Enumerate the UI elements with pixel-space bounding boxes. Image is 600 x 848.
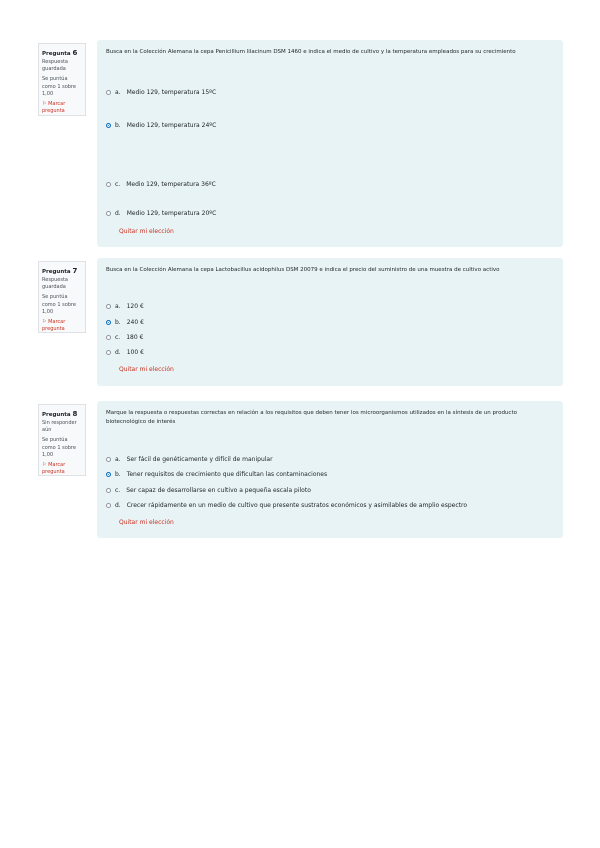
question-text: Busca en la Colección Alemana la cepa Lactobacillus acidophilus DSM 20079 e indica el precio del suministro de una muestra de cultivo activo [106,267,500,273]
answer-option[interactable]: a. 120 € [106,303,144,310]
checkbox[interactable] [106,488,111,493]
question-status: Respuesta guardada [42,276,68,291]
question-info [38,404,86,476]
answer-option[interactable]: d. 100 € [106,349,144,356]
answer-option[interactable]: c. Ser capaz de desarrollarse en cultivo a pequeña escala piloto [106,487,311,494]
answer-option[interactable]: d. Medio 129, temperatura 20ºC [106,210,216,217]
question-content [97,258,563,386]
checkbox[interactable] [106,457,111,462]
question-number: Pregunta 6 [42,49,78,57]
clear-choice-link[interactable]: Quitar mi elección [119,519,174,526]
flag-question-link[interactable]: ⚐ Marcar pregunta [42,319,66,333]
question-number: Pregunta 8 [42,410,78,418]
radio-button[interactable] [106,90,111,95]
answer-option[interactable]: c. Medio 129, temperatura 36ºC [106,181,216,188]
question-points: Se puntúa como 1 sobre 1,00 [42,76,76,97]
clear-choice-link[interactable]: Quitar mi elección [119,366,174,373]
flag-icon: ⚐ [42,462,47,469]
radio-button-selected[interactable] [106,123,111,128]
option-text: 100 € [126,349,144,356]
option-text: Tener requisitos de crecimiento que dificultan las contaminaciones [126,471,328,478]
option-text: 180 € [126,334,144,341]
option-text: 120 € [126,303,144,310]
flag-question-link[interactable]: ⚐ Marcar pregunta [42,462,66,476]
question-points: Se puntúa como 1 sobre 1,00 [42,294,76,315]
question-content [97,40,563,247]
question-status: Respuesta guardada [42,58,68,73]
radio-button[interactable] [106,350,111,355]
flag-question-link[interactable]: ⚐ Marcar pregunta [42,101,66,115]
question-points: Se puntúa como 1 sobre 1,00 [42,437,76,458]
clear-choice-link[interactable]: Quitar mi elección [119,228,174,235]
option-text: 240 € [126,319,144,326]
question-status: Sin responder aún [42,419,77,434]
answer-option[interactable]: b. Medio 129, temperatura 24ºC [106,122,216,129]
question-info [38,43,86,116]
answer-option[interactable]: a. Medio 129, temperatura 15ºC [106,89,216,96]
question-info [38,261,86,333]
question-text: Marque la respuesta o respuestas correctas en relación a los requisitos que deben tener los microorganismos utilizados en la síntesis de un producto biotecnológico de interés [106,410,517,425]
checkbox-selected[interactable] [106,472,111,477]
question-content [97,401,563,538]
radio-button-selected[interactable] [106,320,111,325]
question-text: Busca en la Colección Alemana la cepa Penicillium lilacinum DSM 1460 e indica el medio de cultivo y la temperatura empleados para su crecimiento [106,49,516,55]
option-text: Medio 129, temperatura 24ºC [126,122,217,129]
answer-option[interactable]: a. Ser fácil de genéticamente y difícil de manipular [106,456,273,463]
option-text: Medio 129, temperatura 36ºC [126,181,216,188]
question-number: Pregunta 7 [42,267,78,275]
option-text: Crecer rápidamente en un medio de cultivo que presente sustratos económicos y asimilables de amplio espectro [126,502,468,509]
option-text: Ser fácil de genéticamente y difícil de manipular [126,456,273,463]
flag-icon: ⚐ [42,319,47,326]
radio-button[interactable] [106,304,111,309]
radio-button[interactable] [106,182,111,187]
checkbox[interactable] [106,503,111,508]
answer-option[interactable]: c. 180 € [106,334,143,341]
option-text: Ser capaz de desarrollarse en cultivo a pequeña escala piloto [126,487,311,494]
flag-icon: ⚐ [42,101,47,108]
option-text: Medio 129, temperatura 20ºC [126,210,217,217]
answer-option[interactable]: d. Crecer rápidamente en un medio de cultivo que presente sustratos económicos y asimilables de amplio espectro [106,502,467,509]
radio-button[interactable] [106,211,111,216]
answer-option[interactable]: b. Tener requisitos de crecimiento que dificultan las contaminaciones [106,471,327,478]
radio-button[interactable] [106,335,111,340]
answer-option[interactable]: b. 240 € [106,319,144,326]
option-text: Medio 129, temperatura 15ºC [126,89,217,96]
